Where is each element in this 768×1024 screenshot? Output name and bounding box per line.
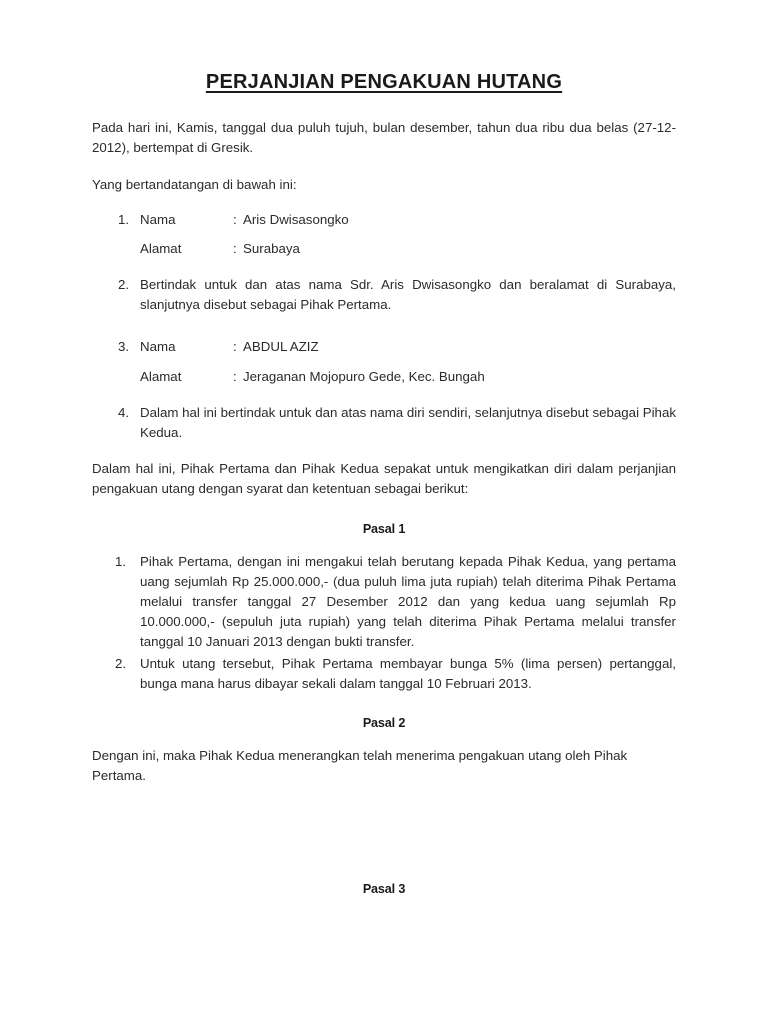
page-title [92, 70, 676, 94]
article-paragraph-pasal-2: Dengan ini, maka Pihak Kedua menerangkan telah menerima pengakuan utang oleh Pihak Pertama. [92, 748, 628, 784]
clause-text: Untuk utang tersebut, Pihak Pertama membayar bunga 5% (lima persen) pertanggal, bunga mana harus dibayar sekali dalam tanggal 10 Februari 2013. [140, 655, 676, 691]
list-item [92, 403, 676, 443]
party-fields [140, 210, 676, 259]
list-item-number: 2. [115, 655, 127, 671]
field-label: Nama [140, 211, 176, 227]
clause-text: Pihak Pertama, dengan ini mengakui telah berutang kepada Pihak Kedua, yang pertama uang sejumlah Rp 25.000.000,- (dua puluh lima juta rupiah) telah diterima Pihak Pertama melalui transfer tanggal 27 Desember 2012 dan yang kedua uang sejumlah Rp 10.000.000,- (sepuluh juta rupiah) yang telah diterima Pihak Pertama melalui transfer tanggal 10 Januari 2013 dengan bukti transfer. [140, 553, 676, 650]
page-title-text: PERJANJIAN PENGAKUAN HUTANG [205, 71, 563, 93]
list-item [92, 210, 676, 259]
list-item [92, 337, 676, 386]
intro-paragraph: Pada hari ini, Kamis, tanggal dua puluh tujuh, bulan desember, tahun dua ribu dua belas (27-12-2012), bertempat di Gresik. [92, 120, 676, 156]
field-row-alamat [140, 367, 676, 387]
field-value: Surabaya [243, 240, 300, 256]
field-value: Jeraganan Mojopuro Gede, Kec. Bungah [243, 368, 485, 384]
field-separator: : [233, 211, 237, 227]
list-item-number: 1. [118, 211, 130, 227]
list-item-number: 2. [118, 277, 130, 293]
clause-list-pasal-1 [92, 552, 676, 694]
list-item-text: Bertindak untuk dan atas nama Sdr. Aris Dwisasongko dan beralamat di Surabaya, slanjutnya disebut sebagai Pihak Pertama. [140, 277, 676, 313]
field-label: Alamat [140, 240, 182, 256]
field-row-nama [140, 337, 676, 357]
field-row-nama [140, 210, 676, 230]
list-item-number: 4. [118, 404, 130, 420]
field-value: Aris Dwisasongko [243, 211, 349, 227]
list-item [92, 275, 676, 315]
list-item-number: 1. [115, 553, 127, 569]
list-item-number: 3. [118, 339, 130, 355]
field-separator: : [233, 368, 237, 384]
list-item [92, 552, 676, 653]
field-label: Nama [140, 339, 176, 355]
article-heading-pasal-2: Pasal 2 [362, 716, 406, 731]
party-fields [140, 337, 676, 386]
list-item-text: Dalam hal ini bertindak untuk dan atas nama diri sendiri, selanjutnya disebut sebagai Pihak Kedua. [140, 404, 676, 441]
field-value: ABDUL AZIZ [243, 339, 319, 355]
list-item [92, 654, 676, 694]
field-label: Alamat [140, 368, 182, 384]
field-separator: : [233, 339, 237, 355]
document-body [92, 70, 676, 912]
agreement-paragraph: Dalam hal ini, Pihak Pertama dan Pihak Kedua sepakat untuk mengikatkan diri dalam perjanjian pengakuan utang dengan syarat dan ketentuan sebagai berikut: [92, 461, 676, 497]
field-row-alamat [140, 239, 676, 259]
field-separator: : [233, 240, 237, 256]
article-heading-pasal-3: Pasal 3 [362, 882, 406, 897]
party-list [92, 210, 676, 444]
signatories-lead: Yang bertandatangan di bawah ini: [92, 177, 297, 193]
article-heading-pasal-1: Pasal 1 [362, 521, 406, 536]
